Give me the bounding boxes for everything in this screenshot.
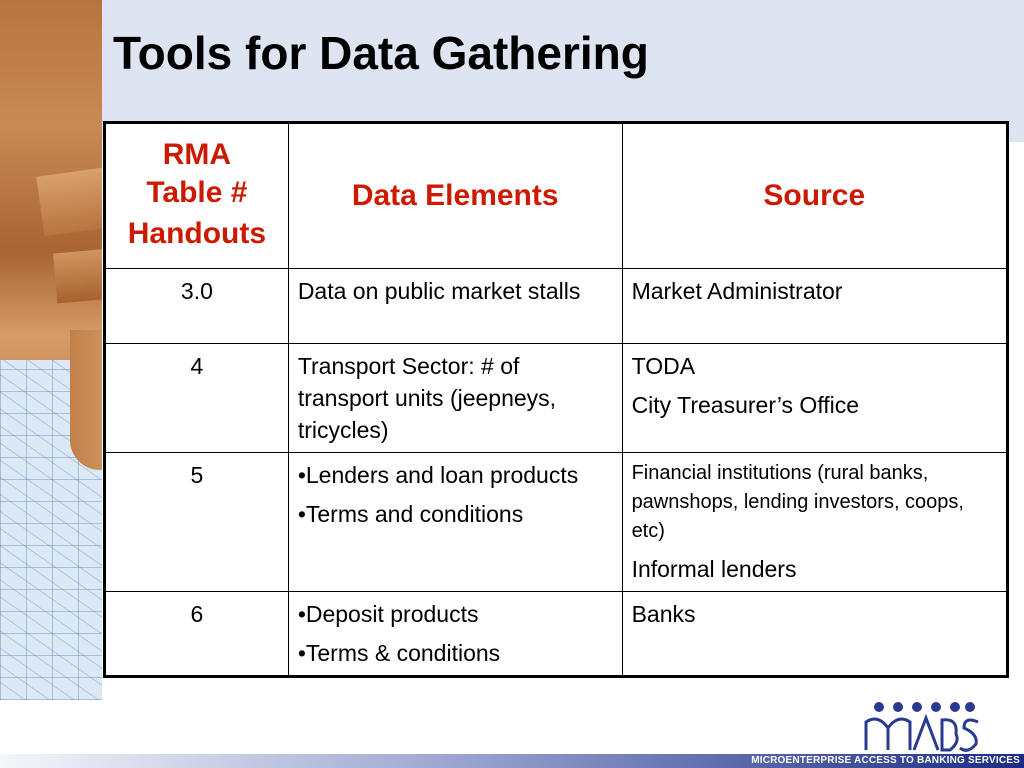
data-element-item: •Terms & conditions bbox=[297, 640, 501, 666]
footer-tagline: MICROENTERPRISE ACCESS TO BANKING SERVICES bbox=[751, 755, 1020, 766]
source-item: City Treasurer’s Office bbox=[631, 392, 860, 418]
row-data-elements bbox=[288, 592, 622, 677]
header-rma-table-handouts bbox=[105, 123, 289, 269]
table-row bbox=[105, 453, 1008, 592]
background-photo-hand-blueprint bbox=[0, 0, 102, 700]
hand-finger-shape bbox=[36, 164, 102, 237]
data-element-item: Transport Sector: # of transport units (jeepneys, tricycles) bbox=[297, 353, 557, 443]
row-data-elements bbox=[288, 453, 622, 592]
hand-finger-shape bbox=[53, 247, 102, 304]
source-item: Banks bbox=[631, 601, 696, 627]
source-item: Informal lenders bbox=[631, 556, 797, 582]
source-item: Financial institutions (rural banks, pawnshops, lending investors, coops, etc) bbox=[631, 462, 964, 542]
row-table-number: 6 bbox=[105, 592, 289, 677]
data-element-item: •Terms and conditions bbox=[297, 501, 524, 527]
mabs-logo bbox=[860, 698, 980, 756]
row-table-number: 5 bbox=[105, 453, 289, 592]
row-data-elements bbox=[288, 269, 622, 344]
row-source bbox=[622, 269, 1007, 344]
data-element-item: Data on public market stalls bbox=[297, 278, 581, 304]
hand-finger-shape bbox=[70, 330, 102, 470]
row-source bbox=[622, 592, 1007, 677]
header-rma-line3: Handouts bbox=[127, 217, 267, 250]
table-row bbox=[105, 592, 1008, 677]
header-rma-line1: RMA bbox=[162, 138, 232, 171]
row-table-number: 4 bbox=[105, 344, 289, 453]
header-rma-line2: Table # bbox=[146, 176, 248, 209]
slide-title: Tools for Data Gathering bbox=[113, 27, 649, 79]
row-table-number: 3.0 bbox=[105, 269, 289, 344]
data-element-item: •Deposit products bbox=[297, 601, 479, 627]
table-row bbox=[105, 344, 1008, 453]
source-item: Market Administrator bbox=[631, 278, 843, 304]
data-gathering-table bbox=[103, 121, 1009, 678]
row-source bbox=[622, 453, 1007, 592]
header-source: Source bbox=[622, 123, 1007, 269]
table-row bbox=[105, 269, 1008, 344]
row-source bbox=[622, 344, 1007, 453]
data-element-item: •Lenders and loan products bbox=[297, 462, 579, 488]
source-item: TODA bbox=[631, 353, 696, 379]
header-data-elements: Data Elements bbox=[288, 123, 622, 269]
row-data-elements bbox=[288, 344, 622, 453]
table-header-row bbox=[105, 123, 1008, 269]
